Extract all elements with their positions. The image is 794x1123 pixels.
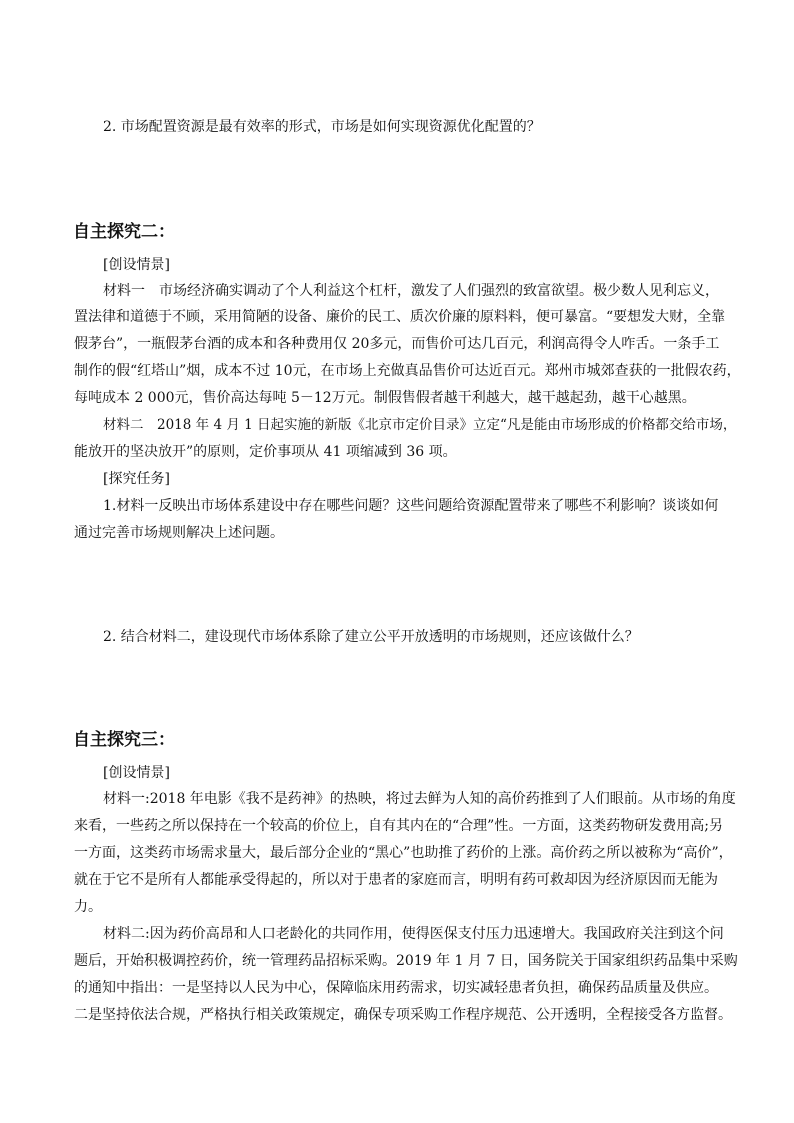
section3-material2-line: 二是坚持依法合规，严格执行相关政策规定，确保专项采购工作程序规范、公开透明，全程接受各方监督。 <box>74 1007 732 1023</box>
section2-context-label: [创设情景] <box>103 257 170 273</box>
section3-context-label: [创设情景] <box>103 765 170 781</box>
section2-question2: 2. 结合材料二，建设现代市场体系除了建立公平开放透明的市场规则，还应该做什么？ <box>103 629 639 645</box>
section2-task-label: [探究任务] <box>103 471 170 487</box>
section2-material2-line: 材料二 2018 年 4 月 1 日起实施的新版《北京市定价目录》立定“凡是能由市场形成的价格都交给市场， <box>103 417 737 433</box>
section3-material1-line: 材料一:2018 年电影《我不是药神》的热映，将过去鲜为人知的高价药推到了人们眼前。从市场的角度 <box>103 791 736 807</box>
section2-material1-line: 每吨成本 2 000元，售价高达每吨 5－12万元。制假售假者越干利越大，越干越起劲，越干心越黑。 <box>74 390 696 406</box>
section2-material1-line: 制作的假“红塔山”烟，成本不过 10元，在市场上充做真品售价可达近百元。郑州市城郊查获的一批假农药， <box>74 363 741 379</box>
section3-heading: 自主探究三： <box>73 730 175 750</box>
section2-question1-line: 1.材料一反映出市场体系建设中存在哪些问题？这些问题给资源配置带来了哪些不利影响？谈谈如何 <box>103 498 719 514</box>
section3-material1-line: 来看，一些药之所以保持在一个较高的价位上，自有其内在的“合理”性。一方面，这类药物研发费用高;另 <box>74 818 724 834</box>
section3-material2-line: 材料二:因为药价高昂和人口老龄化的共同作用，使得医保支付压力迅速增大。我国政府关注到这个问 <box>103 926 724 942</box>
section3-material1-line: 力。 <box>74 899 102 915</box>
section3-material2-line: 题后，开始积极调控药价，统一管理药品招标采购。2019 年 1 月 7 日，国务院关于国家组织药品集中采购 <box>74 953 738 969</box>
section3-material2-line: 的通知中指出：一是坚持以人民为中心，保障临床用药需求，切实减轻患者负担，确保药品质量及供应。 <box>74 980 718 996</box>
section2-material1-line: 置法律和道德于不顾，采用简陋的设备、廉价的民工、质次价廉的原料料，便可暴富。“要想发大财，全靠 <box>74 309 726 325</box>
top-question: 2. 市场配置资源是最有效率的形式，市场是如何实现资源优化配置的？ <box>103 119 541 135</box>
section2-material1-line: 材料一 市场经济确实调动了个人利益这个杠杆，激发了人们强烈的致富欲望。极少数人见利忘义， <box>103 283 719 299</box>
section2-material1-line: 假茅台”，一瓶假茅台酒的成本和各种费用仅 20多元，而售价可达几百元，利润高得令人咋舌。一条手工 <box>74 336 720 352</box>
section3-material1-line: 一方面，这类药市场需求量大，最后部分企业的“黑心”也助推了药价的上涨。高价药之所以被称为“高价”， <box>74 845 733 861</box>
section3-material1-line: 就在于它不是所有人都能承受得起的，所以对于患者的家庭而言，明明有药可救却因为经济原因而无能为 <box>74 872 718 888</box>
section2-material2-line: 能放开的坚决放开”的原则，定价事项从 41 项缩减到 36 项。 <box>74 444 457 460</box>
section2-question1-line: 通过完善市场规则解决上述问题。 <box>74 525 284 541</box>
section2-heading: 自主探究二： <box>73 222 175 242</box>
